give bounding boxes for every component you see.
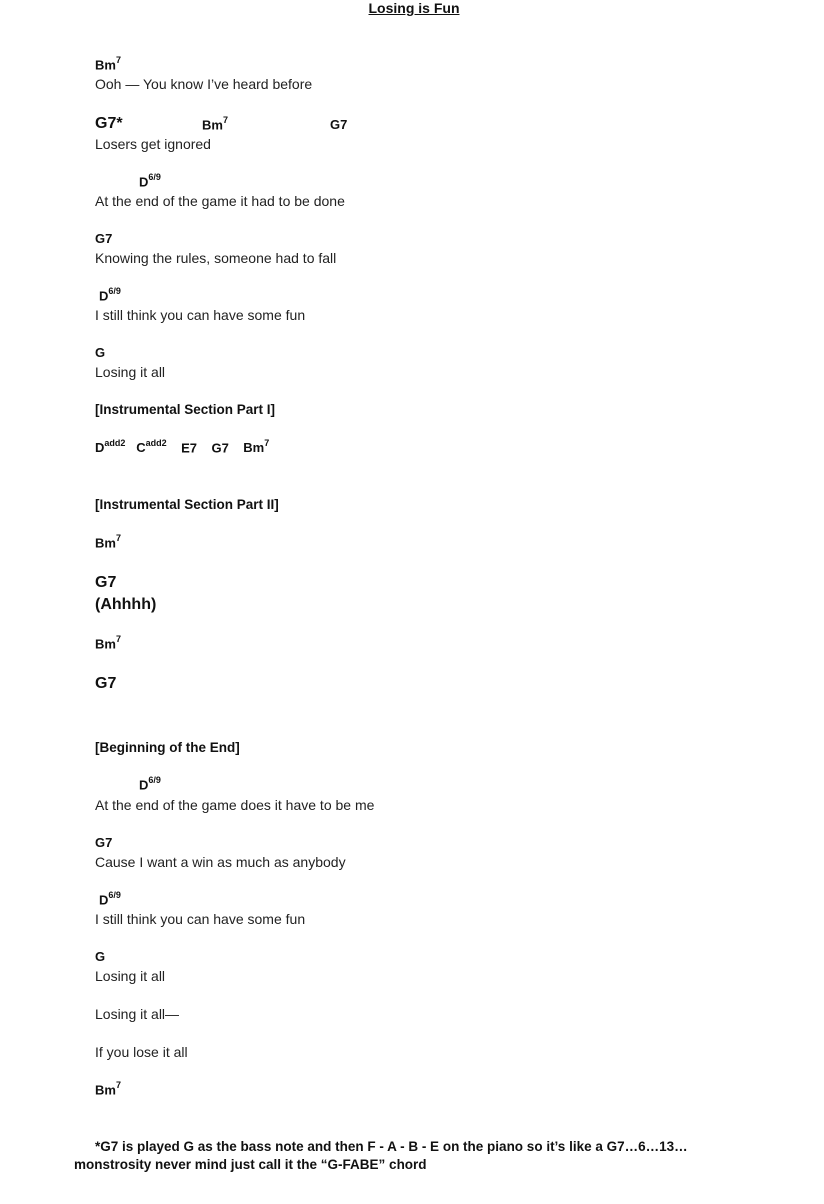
chord-root: Bm <box>243 440 265 456</box>
chord-ext: 7 <box>264 438 270 448</box>
chord-g7: G7 <box>330 117 348 132</box>
chord-g7: G7 <box>95 675 117 692</box>
chord-g: G <box>95 345 106 360</box>
lyric-line: Ooh — You know I’ve heard before <box>95 76 313 92</box>
chord-g7-star: G7* <box>95 115 123 132</box>
lyric-line: Losing it all <box>95 968 166 984</box>
footnote-line-2: monstrosity never mind just call it the “G-FABE” chord <box>74 1157 427 1172</box>
lyric-line: Losing it all <box>95 364 166 380</box>
chord-bm7 <box>202 116 228 132</box>
lyric-line: At the end of the game does it have to be me <box>95 797 375 813</box>
chord-ext: 7 <box>115 1080 121 1090</box>
lyric-line: I still think you can have some fun <box>95 911 306 927</box>
chord-root: D <box>99 288 109 304</box>
chord-root: Bm <box>95 57 116 73</box>
chord-bm7 <box>95 534 121 550</box>
lyric-line: Losing it all— <box>95 1006 180 1022</box>
chord-ext: add2 <box>104 438 126 448</box>
chord-g7: G7 <box>95 835 113 850</box>
lyric-line: If you lose it all <box>95 1044 188 1060</box>
chord-g7: G7 <box>95 231 113 246</box>
chord-root: D <box>99 892 109 908</box>
chord-bm7 <box>95 56 121 72</box>
vocal-ahhhh: (Ahhhh) <box>95 596 157 613</box>
chord-bm7 <box>243 440 269 455</box>
chord-ext: 6/9 <box>108 890 121 900</box>
chord-d69 <box>99 287 121 303</box>
chord-root: D <box>139 777 149 793</box>
chord-progression <box>95 439 269 455</box>
chord-ext: 7 <box>115 55 121 65</box>
section-heading: [Instrumental Section Part II] <box>95 497 279 512</box>
chord-e7: E7 <box>181 440 198 456</box>
lyric-line: I still think you can have some fun <box>95 307 306 323</box>
chord-ext: 7 <box>115 533 121 543</box>
chord-cadd2 <box>136 440 166 455</box>
chord-root: D <box>139 174 149 190</box>
chord-d69 <box>139 776 161 792</box>
chord-d69 <box>139 173 161 189</box>
lyric-line: At the end of the game it had to be done <box>95 193 345 209</box>
lyric-line: Knowing the rules, someone had to fall <box>95 250 337 266</box>
chord-root: Bm <box>95 636 116 652</box>
chord-ext: 6/9 <box>108 286 121 296</box>
footnote-line-1: *G7 is played G as the bass note and then F - A - B - E on the piano so it’s like a G7…6…13… <box>95 1139 688 1154</box>
chord-root: C <box>136 440 146 456</box>
chord-bm7 <box>95 635 121 651</box>
chord-root: D <box>95 440 105 456</box>
chord-ext: 6/9 <box>148 775 161 785</box>
chord-d69 <box>99 891 121 907</box>
chord-root: Bm <box>95 1082 116 1098</box>
lyric-line: Losers get ignored <box>95 136 211 152</box>
chord-ext: 7 <box>222 115 228 125</box>
section-heading: [Instrumental Section Part I] <box>95 402 276 417</box>
chord-g7: G7 <box>211 440 229 456</box>
lyric-line: Cause I want a win as much as anybody <box>95 854 346 870</box>
song-title: Losing is Fun <box>368 0 460 16</box>
chord-bm7 <box>95 1081 121 1097</box>
chord-root: Bm <box>95 535 116 551</box>
chord-root: Bm <box>202 117 223 133</box>
chord-g: G <box>95 949 106 964</box>
chord-ext: add2 <box>145 438 167 448</box>
chord-ext: 7 <box>115 634 121 644</box>
chord-g7: G7 <box>95 574 117 591</box>
chord-dadd2 <box>95 440 125 455</box>
chord-ext: 6/9 <box>148 172 161 182</box>
section-heading: [Beginning of the End] <box>95 740 240 755</box>
